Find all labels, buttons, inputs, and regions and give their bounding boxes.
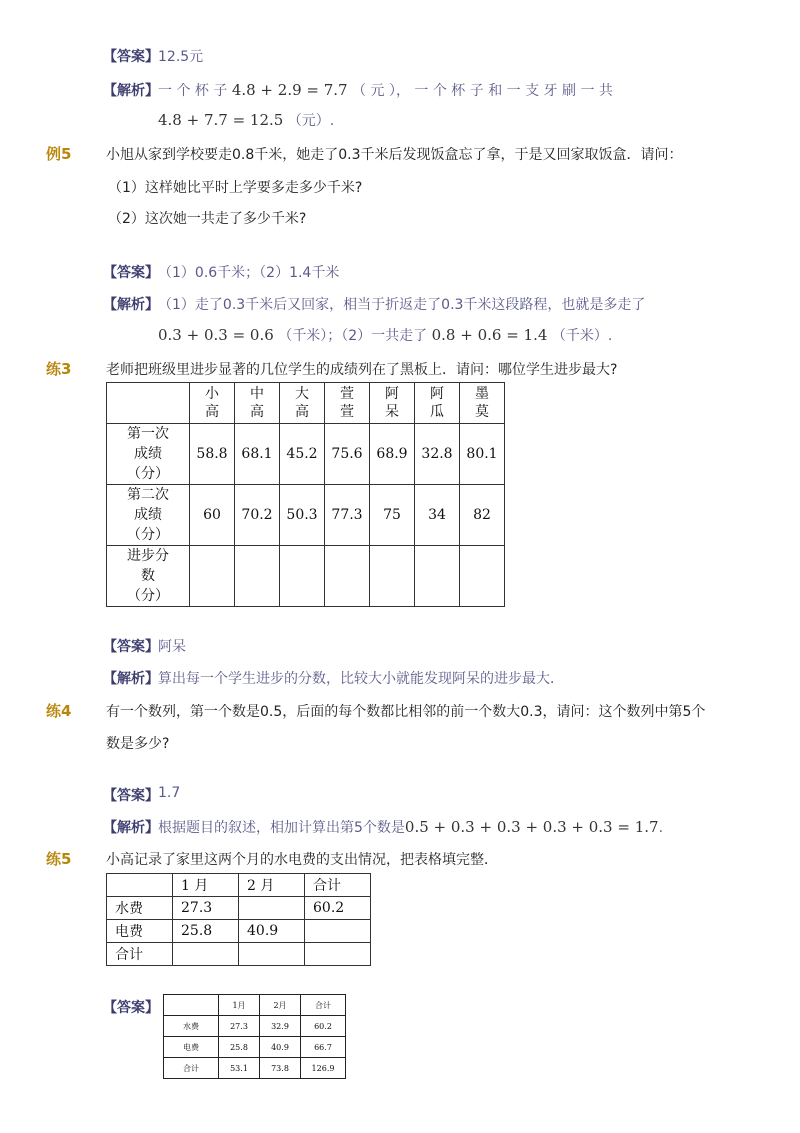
exercise-tag: 练5 [46,850,72,868]
table-cell [305,920,371,943]
table-cell: 53.1 [219,1058,260,1079]
table-header: 阿 呆 [370,383,415,424]
table-cell: 66.7 [301,1037,346,1058]
table-row [164,1037,346,1058]
analysis-line: 4.8 + 7.7 = 12.5 （元）. [158,111,335,129]
table-cell: 58.8 [190,424,235,485]
answer-label: 【答案】 [103,1000,159,1016]
exercise-tag: 练4 [46,702,72,720]
question-text: 有一个数列，第一个数是0.5，后面的每个数都比相邻的前一个数大0.3，请问：这个数列中第5个 [106,704,706,720]
table-cell [305,943,371,966]
table-row [107,897,371,920]
table-cell [235,546,280,607]
table-cell: 68.1 [235,424,280,485]
sub-question: （1）这样她比平时上学要多走多少千米? [108,180,363,196]
table-header: 1月 [219,995,260,1016]
table-cell: 80.1 [460,424,505,485]
analysis-label: 【解析】 [103,83,159,99]
bills-table [106,873,371,966]
analysis-line: 0.3 + 0.3 = 0.6 （千米）；（2）一共走了 0.8 + 0.6 = 1.4 （千米）. [158,326,613,344]
analysis-label: 【解析】 [103,671,159,687]
table-cell: 40.9 [239,920,305,943]
answer-value: （1）0.6千米；（2）1.4千米 [158,265,340,281]
table-cell [415,546,460,607]
table-header: 合计 [305,874,371,897]
scores-table [106,382,505,607]
table-cell: 70.2 [235,485,280,546]
table-cell: 27.3 [173,897,239,920]
table-cell: 32.8 [415,424,460,485]
table-cell [460,546,505,607]
table-cell [239,943,305,966]
table-corner [164,995,219,1016]
table-cell [325,546,370,607]
table-cell: 82 [460,485,505,546]
table-cell: 40.9 [260,1037,301,1058]
question-text: 小高记录了家里这两个月的水电费的支出情况，把表格填完整． [106,852,498,868]
table-header: 萱 萱 [325,383,370,424]
table-cell [370,546,415,607]
sub-question: （2）这次她一共走了多少千米? [108,211,307,227]
table-header: 小 高 [190,383,235,424]
answer-table [163,994,346,1079]
row-label: 进步分 数 （分） [107,546,190,607]
analysis-line: （1）走了0.3千米后又回家，相当于折返走了0.3千米这段路程，也就是多走了 [158,297,646,313]
table-row [164,1058,346,1079]
row-label: 合计 [164,1058,219,1079]
row-label: 水费 [164,1016,219,1037]
row-label: 第二次 成绩 （分） [107,485,190,546]
table-header: 1 月 [173,874,239,897]
table-cell: 45.2 [280,424,325,485]
answer-label: 【答案】 [103,639,159,655]
table-corner [107,874,173,897]
analysis-line: 算出每一个学生进步的分数，比较大小就能发现阿呆的进步最大． [158,671,564,687]
table-row [164,995,346,1016]
exercise-tag: 练3 [46,360,72,378]
answer-label: 【答案】 [103,788,159,804]
table-cell: 34 [415,485,460,546]
answer-value: 1.7 [158,785,181,801]
question-text: 数是多少? [106,736,170,752]
table-cell: 27.3 [219,1016,260,1037]
analysis-line: 根据题目的叙述，相加计算出第5个数是0.5 + 0.3 + 0.3 + 0.3 + 0.3 = 1.7. [158,818,664,836]
table-cell: 68.9 [370,424,415,485]
table-row [107,485,505,546]
table-cell: 126.9 [301,1058,346,1079]
answer-label: 【答案】 [103,265,159,281]
answer-value: 12.5元 [158,49,204,65]
row-label: 第一次 成绩 （分） [107,424,190,485]
analysis-label: 【解析】 [103,820,159,836]
row-label: 合计 [107,943,173,966]
analysis-line: 一 个 杯 子 4.8 + 2.9 = 7.7 （ 元 ）， 一 个 杯 子 和 一 支 牙 刷 一 共 [158,81,613,99]
table-corner [107,383,190,424]
table-row [107,546,505,607]
table-cell [239,897,305,920]
analysis-label: 【解析】 [103,297,159,313]
table-cell: 60 [190,485,235,546]
table-cell [190,546,235,607]
table-cell: 75.6 [325,424,370,485]
table-cell: 25.8 [219,1037,260,1058]
row-label: 水费 [107,897,173,920]
table-cell: 75 [370,485,415,546]
table-header: 大 高 [280,383,325,424]
table-header: 2月 [260,995,301,1016]
question-text: 小旭从家到学校要走0.8千米，她走了0.3千米后发现饭盒忘了拿，于是又回家取饭盒．请问： [106,147,683,163]
table-cell: 60.2 [305,897,371,920]
table-cell: 77.3 [325,485,370,546]
table-cell: 73.8 [260,1058,301,1079]
table-cell: 50.3 [280,485,325,546]
question-text: 老师把班级里进步显著的几位学生的成绩列在了黑板上．请问：哪位学生进步最大? [106,362,618,378]
table-cell: 25.8 [173,920,239,943]
table-row [107,874,371,897]
table-row [107,424,505,485]
table-header: 合计 [301,995,346,1016]
table-header: 中 高 [235,383,280,424]
table-row [164,1016,346,1037]
table-header: 2 月 [239,874,305,897]
table-header: 阿 瓜 [415,383,460,424]
table-header: 墨 莫 [460,383,505,424]
table-cell [280,546,325,607]
table-cell: 60.2 [301,1016,346,1037]
table-cell [173,943,239,966]
answer-label: 【答案】 [103,49,159,65]
example-tag: 例5 [46,145,72,163]
table-cell: 32.9 [260,1016,301,1037]
row-label: 电费 [107,920,173,943]
table-row [107,920,371,943]
table-row [107,943,371,966]
answer-value: 阿呆 [158,639,186,655]
row-label: 电费 [164,1037,219,1058]
